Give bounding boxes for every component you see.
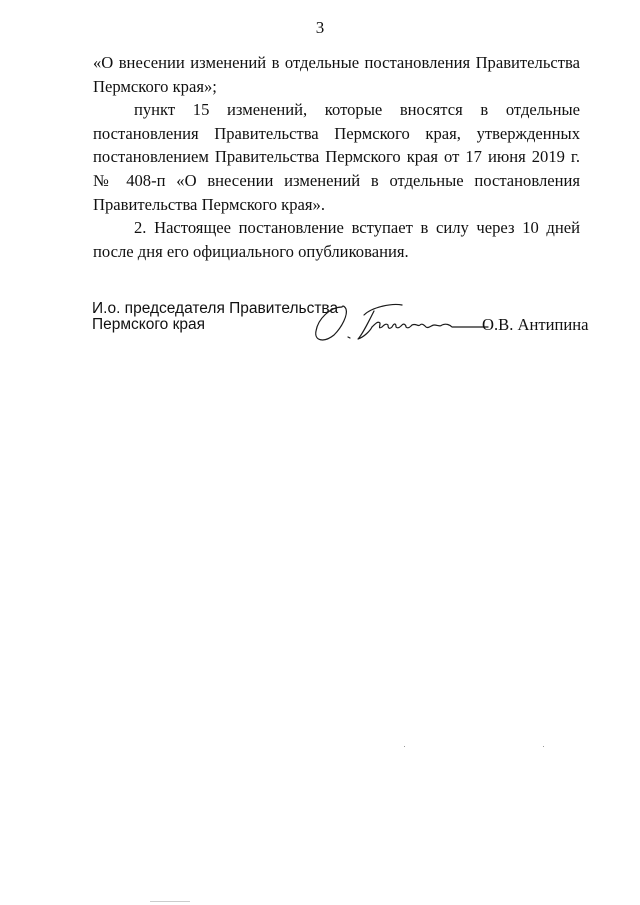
signatory-title-line-2: Пермского края [92,316,206,333]
scan-artifact [404,746,405,747]
page-number: 3 [315,18,325,37]
signatory-title-line-1: И.о. председателя Правительства [92,300,339,317]
scan-artifact [543,746,544,747]
signatory-title [92,301,338,333]
body-paragraph-3: 2. Настоящее постановление вступает в силу через 10 дней после дня его официального опубликования. [93,218,580,261]
signature-block [92,301,592,351]
document-body [93,51,580,263]
scan-artifact [150,901,190,902]
body-paragraph-2: пункт 15 изменений, которые вносятся в отдельные постановления Правительства Пермского края, утвержденных постановлением Правительства Пермского края от 17 июня 2019 г. № 408-п «О внесении изменений в отдельные постановления Правительства Пермского края». [93,100,580,214]
signatory-name: О.В. Антипина [482,315,589,334]
handwritten-signature [312,301,492,345]
body-paragraph-1: «О внесении изменений в отдельные постановления Правительства Пермского края»; [93,53,580,96]
